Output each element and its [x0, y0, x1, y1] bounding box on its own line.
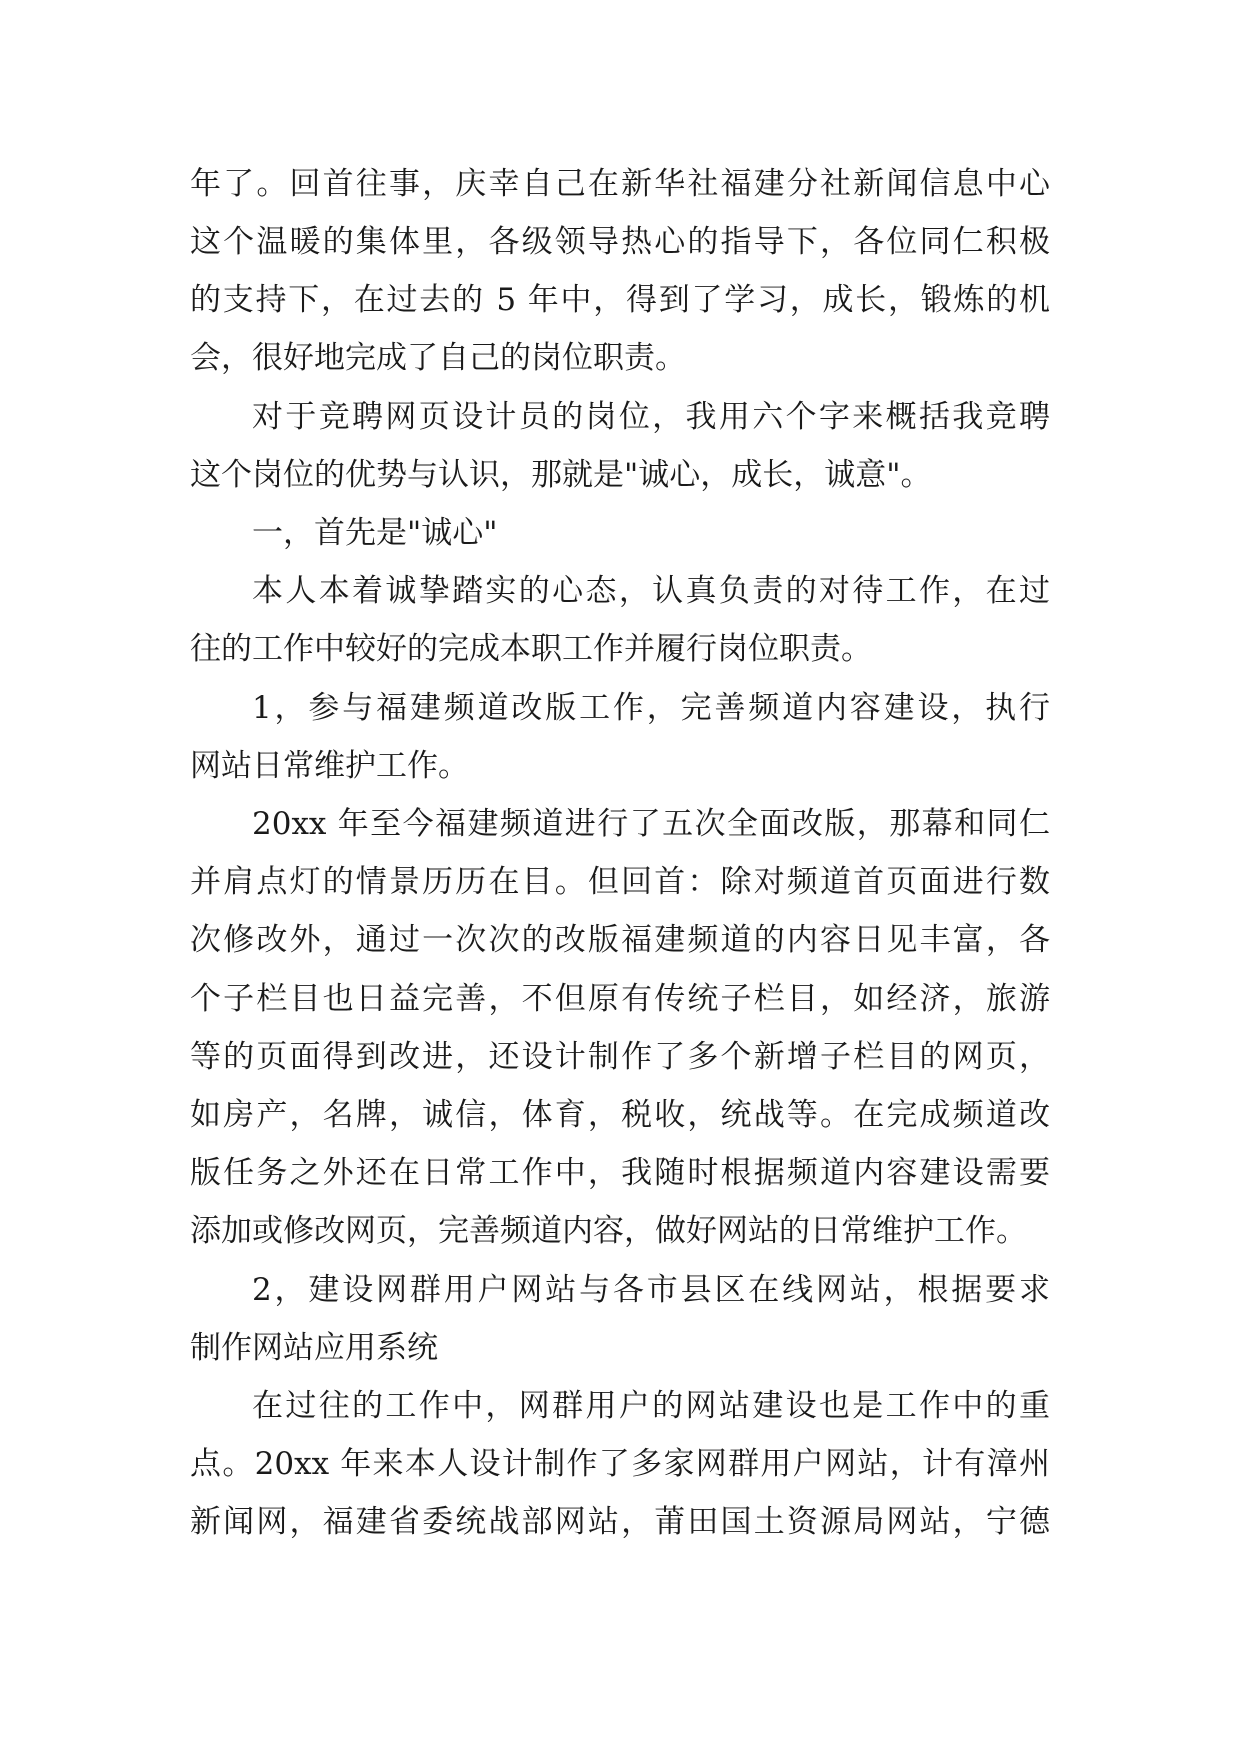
text-line-16: 等的页面得到改进，还设计制作了多个新增子栏目的网页，: [190, 1039, 1050, 1075]
text-line-18: 版任务之外还在日常工作中，我随时根据频道内容建设需要: [190, 1155, 1050, 1191]
text-line-21: 制作网站应用系统: [190, 1330, 438, 1366]
text-line-11: 网站日常维护工作。: [190, 748, 469, 784]
text-line-12: 20xx 年至今福建频道进行了五次全面改版，那幕和同仁: [252, 806, 1050, 842]
text-line-22: 在过往的工作中，网群用户的网站建设也是工作中的重: [252, 1388, 1050, 1424]
text-line-9: 往的工作中较好的完成本职工作并履行岗位职责。: [190, 631, 872, 667]
text-line-4: 会，很好地完成了自己的岗位职责。: [190, 340, 686, 376]
text-line-23: 点。20xx 年来本人设计制作了多家网群用户网站，计有漳州: [190, 1446, 1050, 1482]
text-line-5: 对于竞聘网页设计员的岗位，我用六个字来概括我竞聘: [252, 399, 1050, 435]
text-line-10: 1，参与福建频道改版工作，完善频道内容建设，执行: [252, 690, 1050, 726]
text-line-14: 次修改外，通过一次次的改版福建频道的内容日见丰富，各: [190, 922, 1050, 958]
text-line-3: 的支持下，在过去的 5 年中，得到了学习，成长，锻炼的机: [190, 282, 1050, 318]
text-line-2: 这个温暖的集体里，各级领导热心的指导下，各位同仁积极: [190, 224, 1050, 260]
text-line-20: 2，建设网群用户网站与各市县区在线网站，根据要求: [252, 1272, 1050, 1308]
text-line-19: 添加或修改网页，完善频道内容，做好网站的日常维护工作。: [190, 1213, 1027, 1249]
text-line-8: 本人本着诚挚踏实的心态，认真负责的对待工作，在过: [252, 573, 1050, 609]
text-line-1: 年了。回首往事，庆幸自己在新华社福建分社新闻信息中心: [190, 166, 1050, 202]
text-line-24: 新闻网，福建省委统战部网站，莆田国土资源局网站，宁德: [190, 1504, 1050, 1540]
text-line-17: 如房产，名牌，诚信，体育，税收，统战等。在完成频道改: [190, 1097, 1050, 1133]
text-line-13: 并肩点灯的情景历历在目。但回首：除对频道首页面进行数: [190, 864, 1050, 900]
text-line-7: 一，首先是"诚心": [252, 515, 498, 551]
text-line-15: 个子栏目也日益完善，不但原有传统子栏目，如经济，旅游: [190, 981, 1050, 1017]
text-line-6: 这个岗位的优势与认识，那就是"诚心，成长，诚意"。: [190, 457, 932, 493]
